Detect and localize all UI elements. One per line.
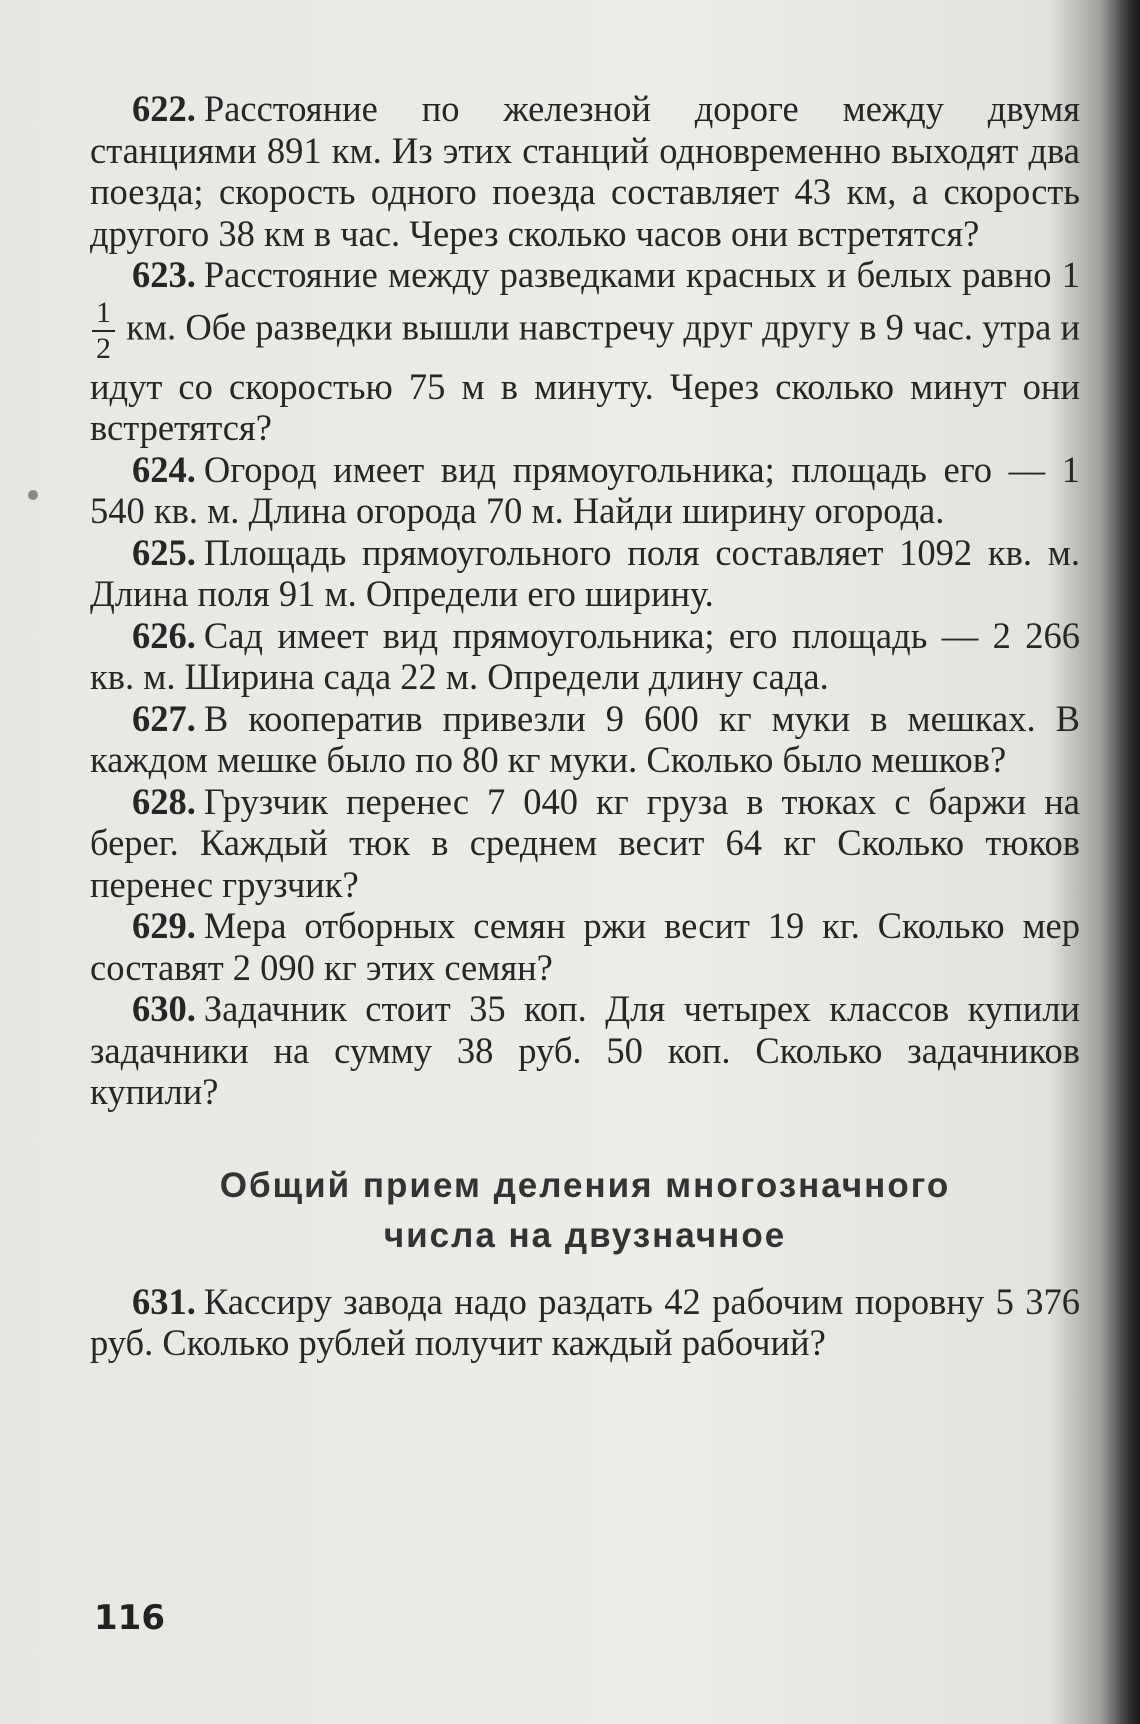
problem-text: Сад имеет вид прямоугольника; его площадь — 2 266 кв. м. Ширина сада 22 м. Определи длину сада. — [90, 614, 1080, 697]
page-number: 116 — [94, 1598, 165, 1638]
problem-number: 627. — [132, 697, 196, 739]
section-heading-line-2: числа на двузначное — [383, 1215, 787, 1255]
problem-629 — [90, 905, 1080, 988]
problem-626 — [90, 615, 1080, 698]
problem-624 — [90, 449, 1080, 532]
problem-622 — [90, 88, 1080, 254]
problem-text: Площадь прямоугольного поля составляет 1092 кв. м. Длина поля 91 м. Определи его ширину. — [90, 531, 1080, 614]
problem-number: 622. — [132, 88, 196, 129]
problem-text: Огород имеет вид прямоугольника; площадь его — 1 540 кв. м. Длина огорода 70 м. Найди ширину огорода. — [90, 448, 1080, 531]
problem-text-cont: км. Обе разведки вышли навстречу друг другу в 9 час. утра и идут со скоростью 75 м в минуту. Через сколько минут они встретятся? — [90, 305, 1081, 448]
problem-630 — [90, 988, 1080, 1113]
problem-text: Расстояние между разведками красных и белых равно 1 — [203, 254, 1080, 295]
section-heading — [90, 1161, 1080, 1261]
fraction — [92, 296, 115, 366]
problem-number: 629. — [132, 905, 196, 946]
fraction-numerator: 1 — [96, 295, 111, 329]
problem-number: 626. — [132, 614, 196, 656]
problem-text: В кооператив привезли 9 600 кг муки в мешках. В каждом мешке было по 80 кг муки. Сколько было мешков? — [90, 697, 1080, 780]
problem-number: 623. — [132, 254, 196, 295]
problem-631 — [90, 1281, 1080, 1364]
problem-number: 628. — [132, 780, 196, 822]
page-text — [90, 88, 1080, 1364]
problem-number: 625. — [132, 531, 196, 573]
print-speck — [28, 490, 38, 500]
section-heading-line-1: Общий прием деления многозначного — [219, 1165, 951, 1205]
problem-625 — [90, 532, 1080, 615]
problem-number: 631. — [132, 1280, 196, 1322]
problem-number: 630. — [132, 988, 196, 1029]
problem-text: Задачник стоит 35 коп. Для четырех классов купили задачники на сумму 38 руб. 50 коп. Сколько задачников купили? — [90, 988, 1080, 1112]
problem-number: 624. — [132, 448, 196, 490]
problem-text: Мера отборных семян ржи весит 19 кг. Сколько мер составят 2 090 кг этих семян? — [90, 905, 1080, 988]
fraction-denominator: 2 — [92, 330, 115, 366]
problem-628 — [90, 781, 1080, 906]
problem-623 — [90, 254, 1080, 449]
problem-text: Расстояние по железной дороге между двумя станциями 891 км. Из этих станций одновременно выходят два поезда; скорость одного поезда составляет 43 км, а скорость другого 38 км в час. Через сколько часов они встретятся? — [90, 88, 1080, 254]
spine-shadow — [1100, 0, 1140, 1724]
problem-627 — [90, 698, 1080, 781]
problem-text: Грузчик перенес 7 040 кг груза в тюках с баржи на берег. Каждый тюк в среднем весит 64 кг Сколько тюков перенес грузчик? — [90, 780, 1080, 905]
problem-text: Кассиру завода надо раздать 42 рабочим поровну 5 376 руб. Сколько рублей получит каждый рабочий? — [90, 1280, 1080, 1363]
